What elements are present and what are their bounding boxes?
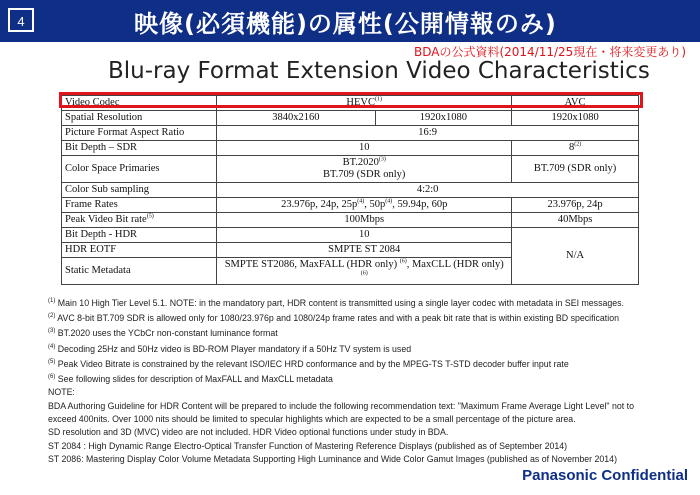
hevc-cell: 100Mbps [217,213,512,228]
hevc-cell: 1920x1080 [375,111,512,126]
hevc-cell: SMPTE ST2086, MaxFALL (HDR only) $^{(6)}$, MaxCLL (HDR only) $^{(6)}$ [217,258,512,285]
row-label: Frame Rates [62,198,217,213]
row-label: Peak Video Bit rate$^{(5)}$ [62,213,217,228]
footnote: $^{(6)}$ See following slides for description of MaxFALL and MaxCLL metadata [48,374,333,385]
table-row [62,156,639,183]
footnote: $^{(3)}$ BT.2020 uses the YCbCr non-constant luminance format [48,328,278,339]
footnote: $^{(5)}$ Peak Video Bitrate is constrained by the relevant ISO/IEC HRD conformance and by the MPEG-TS T-STD decoder buffer input rate [48,358,569,369]
spec-table [61,95,639,285]
row-label: Picture Format Aspect Ratio [62,126,217,141]
avc-cell: 40Mbps [512,213,639,228]
avc-cell: 23.976p, 24p [512,198,639,213]
note-line: ST 2086: Mastering Display Color Volume Metadata Supporting High Luminance and Wide Color Gamut Images (published as of November 2014) [48,453,618,464]
video-codec-highlight-box [59,92,643,108]
hevc-cell: 3840x2160 [217,111,375,126]
avc-cell: N/A [512,228,639,285]
note-line: BDA Authoring Guideline for HDR Content will be prepared to include the following recommendation text: "Maximum Frame Average Light Level" not to [48,400,635,411]
row-label: Color Space Primaries [62,156,217,183]
confidential-label: Panasonic Confidential [522,467,688,484]
footnote: $^{(1)}$ Main 10 High Tier Level 5.1. NOTE: in the mandatory part, HDR content is transmitted using a single layer codec with metadata in SEI messages. [48,297,624,308]
avc-cell: 1920x1080 [512,111,639,126]
table-row [62,228,639,243]
hevc-cell: 23.976p, 24p, $25p^{(4)}$, $50p^{(4)}$, 59.94p, 60p [217,198,512,213]
table-row [62,213,639,228]
hevc-cell: 10 [217,228,512,243]
hevc-cell: BT.2020$^{(3)}$ BT.709 (SDR only) [217,156,512,183]
slide-number: 4 [8,8,34,32]
table-row [62,141,639,156]
header-title: 映像(必須機能)の属性(公開情報のみ) [134,10,557,38]
note-line: ST 2084 : High Dynamic Range Electro-Optical Transfer Function of Mastering Reference Displays (published as of September 2014) [48,440,568,451]
hevc-cell: 10 [217,141,512,156]
table-row [62,183,639,198]
avc-cell: 8$^{(2)}$ [512,141,639,156]
header-bar [0,0,700,42]
row-label: HDR EOTF [62,243,217,258]
row-label: Static Metadata [62,258,217,285]
row-label: Spatial Resolution [62,111,217,126]
hevc-cell: HEVC$^{(1)}$ [217,96,512,111]
avc-cell: BT.709 (SDR only) [512,156,639,183]
row-label: Color Sub sampling [62,183,217,198]
hevc-cell: SMPTE ST 2084 [217,243,512,258]
table-row [62,126,639,141]
main-title: Blu-ray Format Extension Video Characteristics [108,58,650,84]
footnote: $^{(4)}$ Decoding 25Hz and 50Hz video is BD-ROM Player mandatory if a 50Hz TV system is used [48,343,412,354]
avc-cell: AVC [512,96,639,111]
footnote: $^{(2)}$ AVC 8-bit BT.709 SDR is allowed only for 1080/23.976p and 1080/24p frame rates and with a peak bit rate that is within existing BD specification [48,313,619,324]
note-line: SD resolution and 3D (MVC) video are not included. HDR Video optional functions under study in BDA. [48,427,449,438]
table-row [62,111,639,126]
table-row [62,198,639,213]
footnotes [48,295,634,466]
row-label: Video Codec [62,96,217,111]
note-line: NOTE: [48,387,75,398]
note-line: exceed 400nits. Over 1000 nits should be limited to specular highlights which are expected to be a small percentage of the picture area. [48,413,576,424]
row-label: Bit Depth - HDR [62,228,217,243]
row-label: Bit Depth – SDR [62,141,217,156]
value-cell: 16:9 [217,126,639,141]
bda-note: BDAの公式資料(2014/11/25現在・将来変更あり) [414,45,686,59]
value-cell: 4:2:0 [217,183,639,198]
